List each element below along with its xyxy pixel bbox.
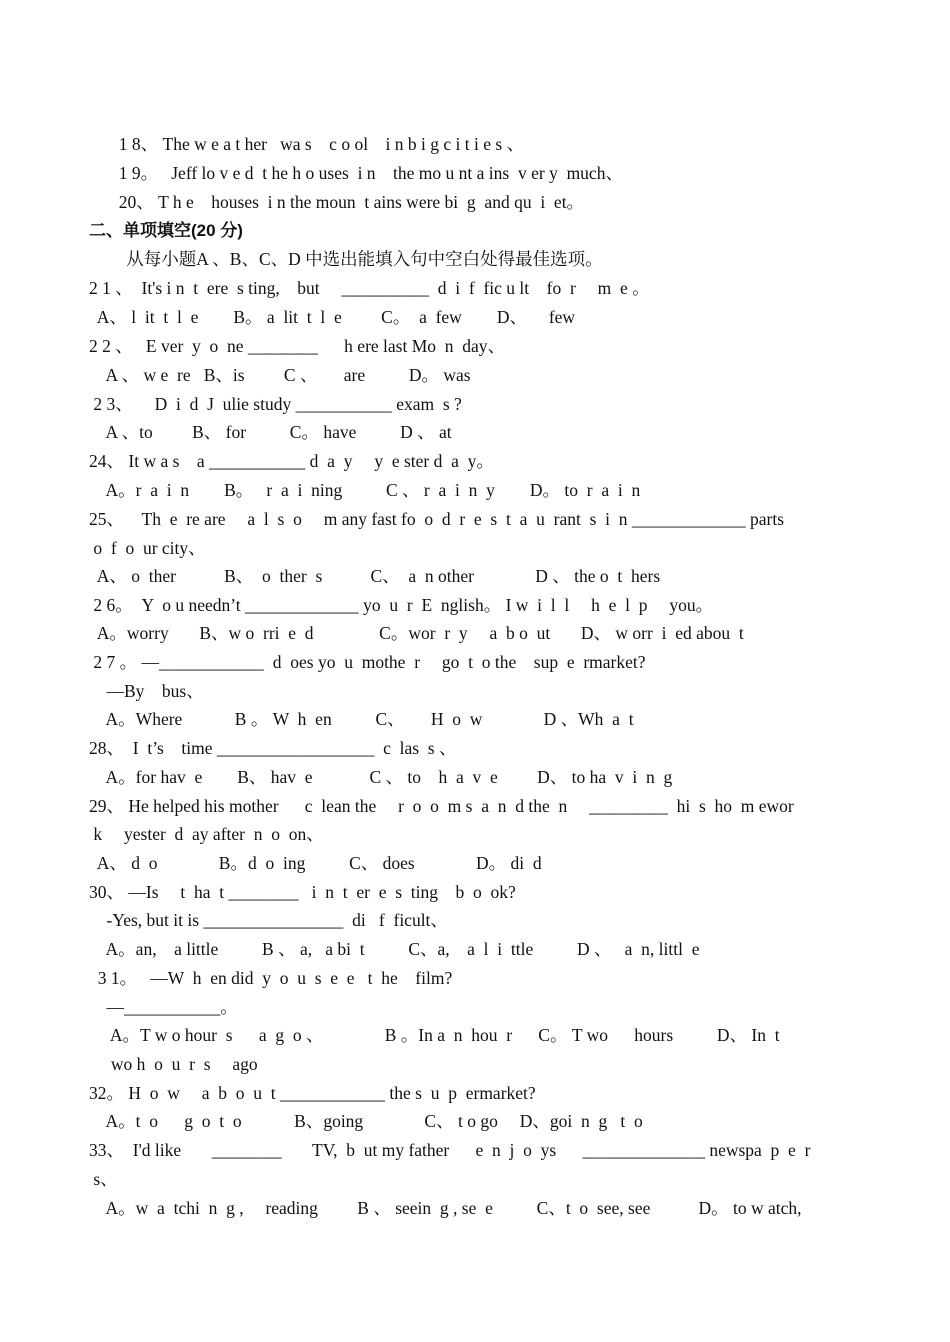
question-29: 29、 He helped his mother c lean the r o o m s a n d the n _________ hi s ho m ewor (89, 796, 794, 816)
question-22: 2 2 、 E ver y o ne ________ h ere last Mo n day、 (89, 336, 506, 356)
question-25-options: A、 o ther B、 o ther s C、 a n other D 、 the o t hers (89, 566, 661, 586)
question-33-options: A。w a tchi n g , reading B 、 seein g , se e C、t o see, see D。 to w atch, (89, 1198, 802, 1218)
question-29-continued: k yester d ay after n o on、 (89, 824, 324, 844)
question-21-options: A、 l it t l e B。 a lit t l e C。 a few D、 few (89, 307, 576, 327)
question-22-options: A 、 w e re B、is C 、 are D。 was (89, 365, 471, 385)
question-19: 1 9。 Jeff lo v e d t he h o uses i n the mo u nt a ins v er y much、 (110, 163, 623, 183)
question-26: 2 6。 Y o u needn’t _____________ yo u r E nglish。 I w i l l h e l p you。 (89, 595, 714, 615)
question-20: 20、 T h e houses i n the moun t ains were bi g and qu i et。 (110, 192, 585, 212)
question-32-options: A。t o g o t o B、going C、 t o go D、goi n g t o (89, 1111, 643, 1131)
section-heading: 二、单项填空(20 分) (89, 221, 243, 240)
question-27: 2 7 。 —____________ d oes yo u mothe r go t o the sup e rmarket? (89, 652, 646, 672)
question-24-options: A。r a i n B。 r a i ning C 、 r a i n y D。 to r a i n (89, 480, 641, 500)
question-33: 33、 I'd like ________ TV, b ut my father e n j o ys ______________ newspa p e r (89, 1140, 811, 1160)
section-instructions: 从每小题A 、B、C、D 中选出能填入句中空白处得最佳选项。 (100, 249, 603, 269)
question-25: 25、 Th e re are a l s o m any fast fo o d r e s t a u rant s i n _____________ parts (89, 509, 785, 529)
question-25-continued: o f o ur city、 (89, 538, 206, 558)
question-31-options: A。T w o hour s a g o 、 B 。In a n hou r C。 T wo hours D、 In t (89, 1025, 780, 1045)
question-27-options: A。Where B 。 W h en C、 H o w D 、Wh a t (89, 709, 634, 729)
question-27-reply: —By bus、 (89, 681, 204, 701)
question-30-options: A。an, a little B 、 a, a bi t C、a, a l i ttle D 、 a n, littl e (89, 939, 700, 959)
question-26-options: A。worry B、w o rri e d C。wor r y a b o ut D、 w orr i ed abou t (89, 623, 744, 643)
question-28: 28、 I t’s time __________________ c las s 、 (89, 738, 457, 758)
question-31-reply: —___________。 (89, 997, 238, 1017)
question-23: 2 3、 D i d J ulie study ___________ exam s ? (89, 394, 462, 414)
question-29-options: A、 d o B。d o ing C、 does D。 di d (89, 853, 542, 873)
question-33-continued: s、 (89, 1169, 118, 1189)
question-21: 2 1 、 It's i n t ere s ting, but __________ d i f fic u lt fo r m e 。 (89, 278, 650, 298)
question-24: 24、 It w a s a ___________ d a y y e ster d a y。 (89, 451, 494, 471)
question-31: 3 1。 —W h en did y o u s e e t he film? (89, 968, 453, 988)
question-23-options: A 、to B、 for C。 have D 、 at (89, 422, 452, 442)
question-30-reply: -Yes, but it is ________________ di f ficult、 (89, 910, 448, 930)
question-30: 30、 —Is t ha t ________ i n t er e s ting b o ok? (89, 882, 516, 902)
question-18: 1 8、 The w e a t her wa s c o ol i n b i g c i t i e s 、 (110, 134, 525, 154)
question-31-options-continued: wo h o u r s ago (89, 1054, 258, 1074)
question-28-options: A。for hav e B、 hav e C 、 to h a v e D、 to ha v i n g (89, 767, 673, 787)
question-32: 32。 H o w a b o u t ____________ the s u p ermarket? (89, 1083, 536, 1103)
